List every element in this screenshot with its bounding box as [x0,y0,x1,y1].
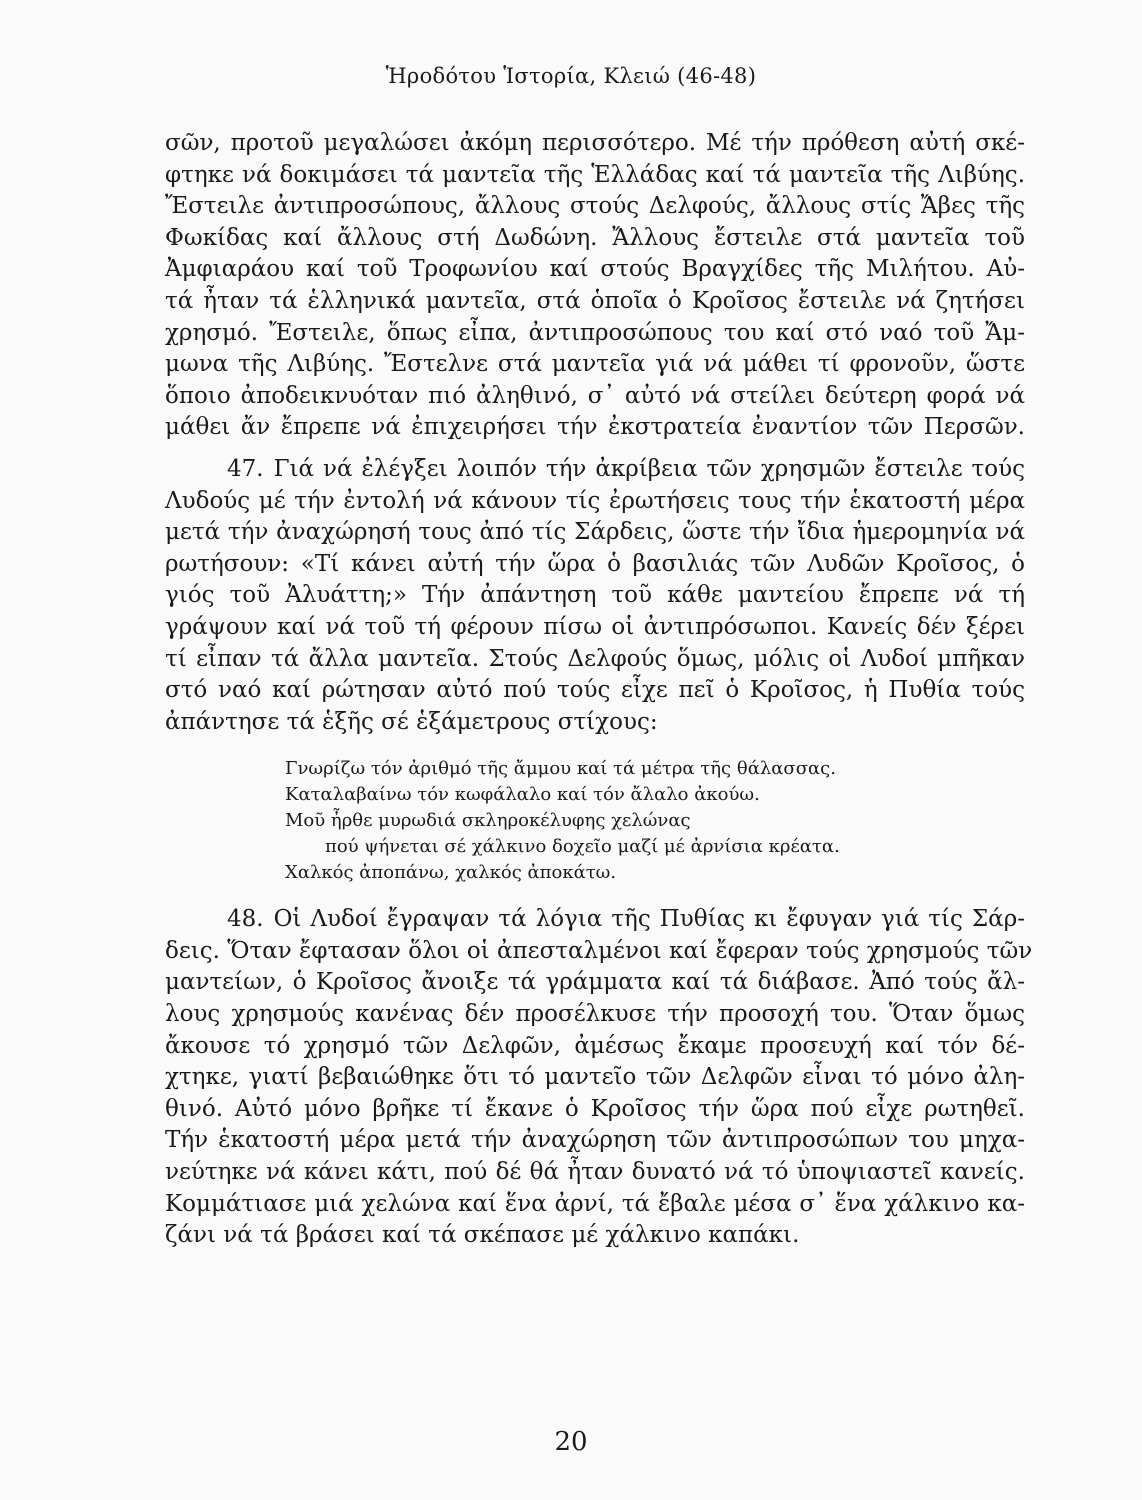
section-number: 47. [227,455,264,482]
text-line: χρησμό. Ἔστειλε, ὅπως εἶπα, ἀντιπροσώπους του καί στό ναό τοῦ Ἄμ- [165,319,1025,346]
text-line: μάθει ἄν ἔπρεπε νά ἐπιχειρήσει τήν ἐκστρατεία ἐναντίον τῶν Περσῶν. [165,414,1025,441]
text-line: Τήν ἑκατοστή μέρα μετά τήν ἀναχώρηση τῶν ἀντιπροσώπων του μηχα- [165,1127,1025,1154]
text-line: στό ναό καί ρώτησαν αὐτό πού τούς εἶχε πεῖ ὁ Κροῖσος, ἡ Πυθία τούς [165,677,1025,704]
text-line: μετά τήν ἀναχώρησή τους ἀπό τίς Σάρδεις, ὥστε τήν ἴδια ἡμερομηνία νά [165,519,1025,546]
text-line: χτηκε, γιατί βεβαιώθηκε ὅτι τό μαντεῖο τῶν Δελφῶν εἶναι τό μόνο ἀλη- [165,1064,1025,1091]
verse-line: Μοῦ ἦρθε μυρωδιά σκληροκέλυφης χελώνας [285,810,691,832]
text-line: φτηκε νά δοκιμάσει τά μαντεῖα τῆς Ἑλλάδας καί τά μαντεῖα τῆς Λιβύης. [165,161,1025,188]
section-number: 48. [227,906,264,933]
verse-line: Χαλκός ἀποπάνω, χαλκός ἀποκάτω. [285,862,617,884]
text-line: θινό. Αὐτό μόνο βρῆκε τί ἔκανε ὁ Κροῖσος τήν ὥρα πού εἶχε ρωτηθεῖ. [165,1095,1025,1122]
running-header: Ἡροδότου Ἱστορία, Κλειώ (46-48) [385,64,757,88]
text-line: Φωκίδας καί ἄλλους στή Δωδώνη. Ἄλλους ἔστειλε στά μαντεῖα τοῦ [165,224,1025,251]
text-line: μαντείων, ὁ Κροῖσος ἄνοιξε τά γράμματα καί τά διάβασε. Ἀπό τούς ἄλ- [165,969,1025,996]
paragraph-47 [165,454,1025,738]
text-line: ἄκουσε τό χρησμό τῶν Δελφῶν, ἀμέσως ἔκαμε προσευχή καί τόν δέ- [165,1032,1025,1059]
text-line: 48. Οἱ Λυδοί ἔγραψαν τά λόγια τῆς Πυθίας κι ἔφυγαν γιά τίς Σάρ- [227,906,1025,933]
text-line: δεις. Ὅταν ἔφτασαν ὅλοι οἱ ἀπεσταλμένοι καί ἔφεραν τούς χρησμούς τῶν [165,937,1033,964]
text-line: Ἔστειλε ἀντιπροσώπους, ἄλλους στούς Δελφούς, ἄλλους στίς Ἄβες τῆς [165,193,1025,220]
text-line: μωνα τῆς Λιβύης. Ἔστελνε στά μαντεῖα γιά νά μάθει τί φρονοῦν, ὥστε [165,351,1025,378]
verse-line: πού ψήνεται σέ χάλκινο δοχεῖο μαζί μέ ἀρνίσια κρέατα. [325,836,840,858]
text-line: γράψουν καί νά τοῦ τή φέρουν πίσω οἱ ἀντιπρόσωποι. Κανείς δέν ξέρει [165,613,1025,640]
text-line: λους χρησμούς κανένας δέν προσέλκυσε τήν προσοχή του. Ὅταν ὅμως [165,1001,1025,1028]
verse-line: Γνωρίζω τόν ἀριθμό τῆς ἄμμου καί τά μέτρα τῆς θάλασσας. [285,758,836,780]
verse-line: Καταλαβαίνω τόν κωφάλαλο καί τόν ἄλαλο ἀκούω. [285,784,760,806]
text-line: Ἀμφιαράου καί τοῦ Τροφωνίου καί στούς Βραγχίδες τῆς Μιλήτου. Αὐ- [165,256,1025,283]
oracle-verse [285,756,985,886]
text-line: γιός τοῦ Ἀλυάττη;» Τήν ἀπάντηση τοῦ κάθε μαντείου ἔπρεπε νά τή [165,582,1025,609]
text-line: τί εἶπαν τά ἄλλα μαντεῖα. Στούς Δελφούς ὅμως, μόλις οἱ Λυδοί μπῆκαν [165,645,1025,672]
text-line: τά ἦταν τά ἑλληνικά μαντεῖα, στά ὁποῖα ὁ Κροῖσος ἔστειλε νά ζητήσει [165,287,1025,314]
body-text [165,128,1033,1252]
text-line: νεύτηκε νά κάνει κάτι, πού δέ θά ἦταν δυνατό νά τό ὑποψιαστεῖ κανείς. [165,1159,1025,1186]
text-line: Λυδούς μέ τήν ἐντολή νά κάνουν τίς ἐρωτήσεις τους τήν ἑκατοστή μέρα [165,487,1025,514]
text-line: 47. Γιά νά ἐλέγξει λοιπόν τήν ἀκρίβεια τῶν χρησμῶν ἔστειλε τούς [227,455,1025,482]
text-line: ἀπάντησε τά ἑξῆς σέ ἑξάμετρους στίχους: [165,708,658,735]
paragraph-48 [165,904,1033,1252]
text-line: Κομμάτιασε μιά χελώνα καί ἕνα ἀρνί, τά ἔβαλε μέσα σ᾽ ἕνα χάλκινο κα- [165,1190,1025,1217]
text-line: ρωτήσουν: «Τί κάνει αὐτή τήν ὥρα ὁ βασιλιάς τῶν Λυδῶν Κροῖσος, ὁ [165,550,1025,577]
text-line: ὅποιο ἀποδεικνυόταν πιό ἀληθινό, σ᾽ αὐτό νά στείλει δεύτερη φορά νά [165,382,1025,409]
page-number: 20 [554,1427,588,1457]
text-line: ζάνι νά τά βράσει καί τά σκέπασε μέ χάλκινο καπάκι. [165,1222,800,1249]
paragraph-46 [165,128,1025,444]
text-line: σῶν, προτοῦ μεγαλώσει ἀκόμη περισσότερο. Μέ τήν πρόθεση αὐτή σκέ- [165,130,1025,156]
